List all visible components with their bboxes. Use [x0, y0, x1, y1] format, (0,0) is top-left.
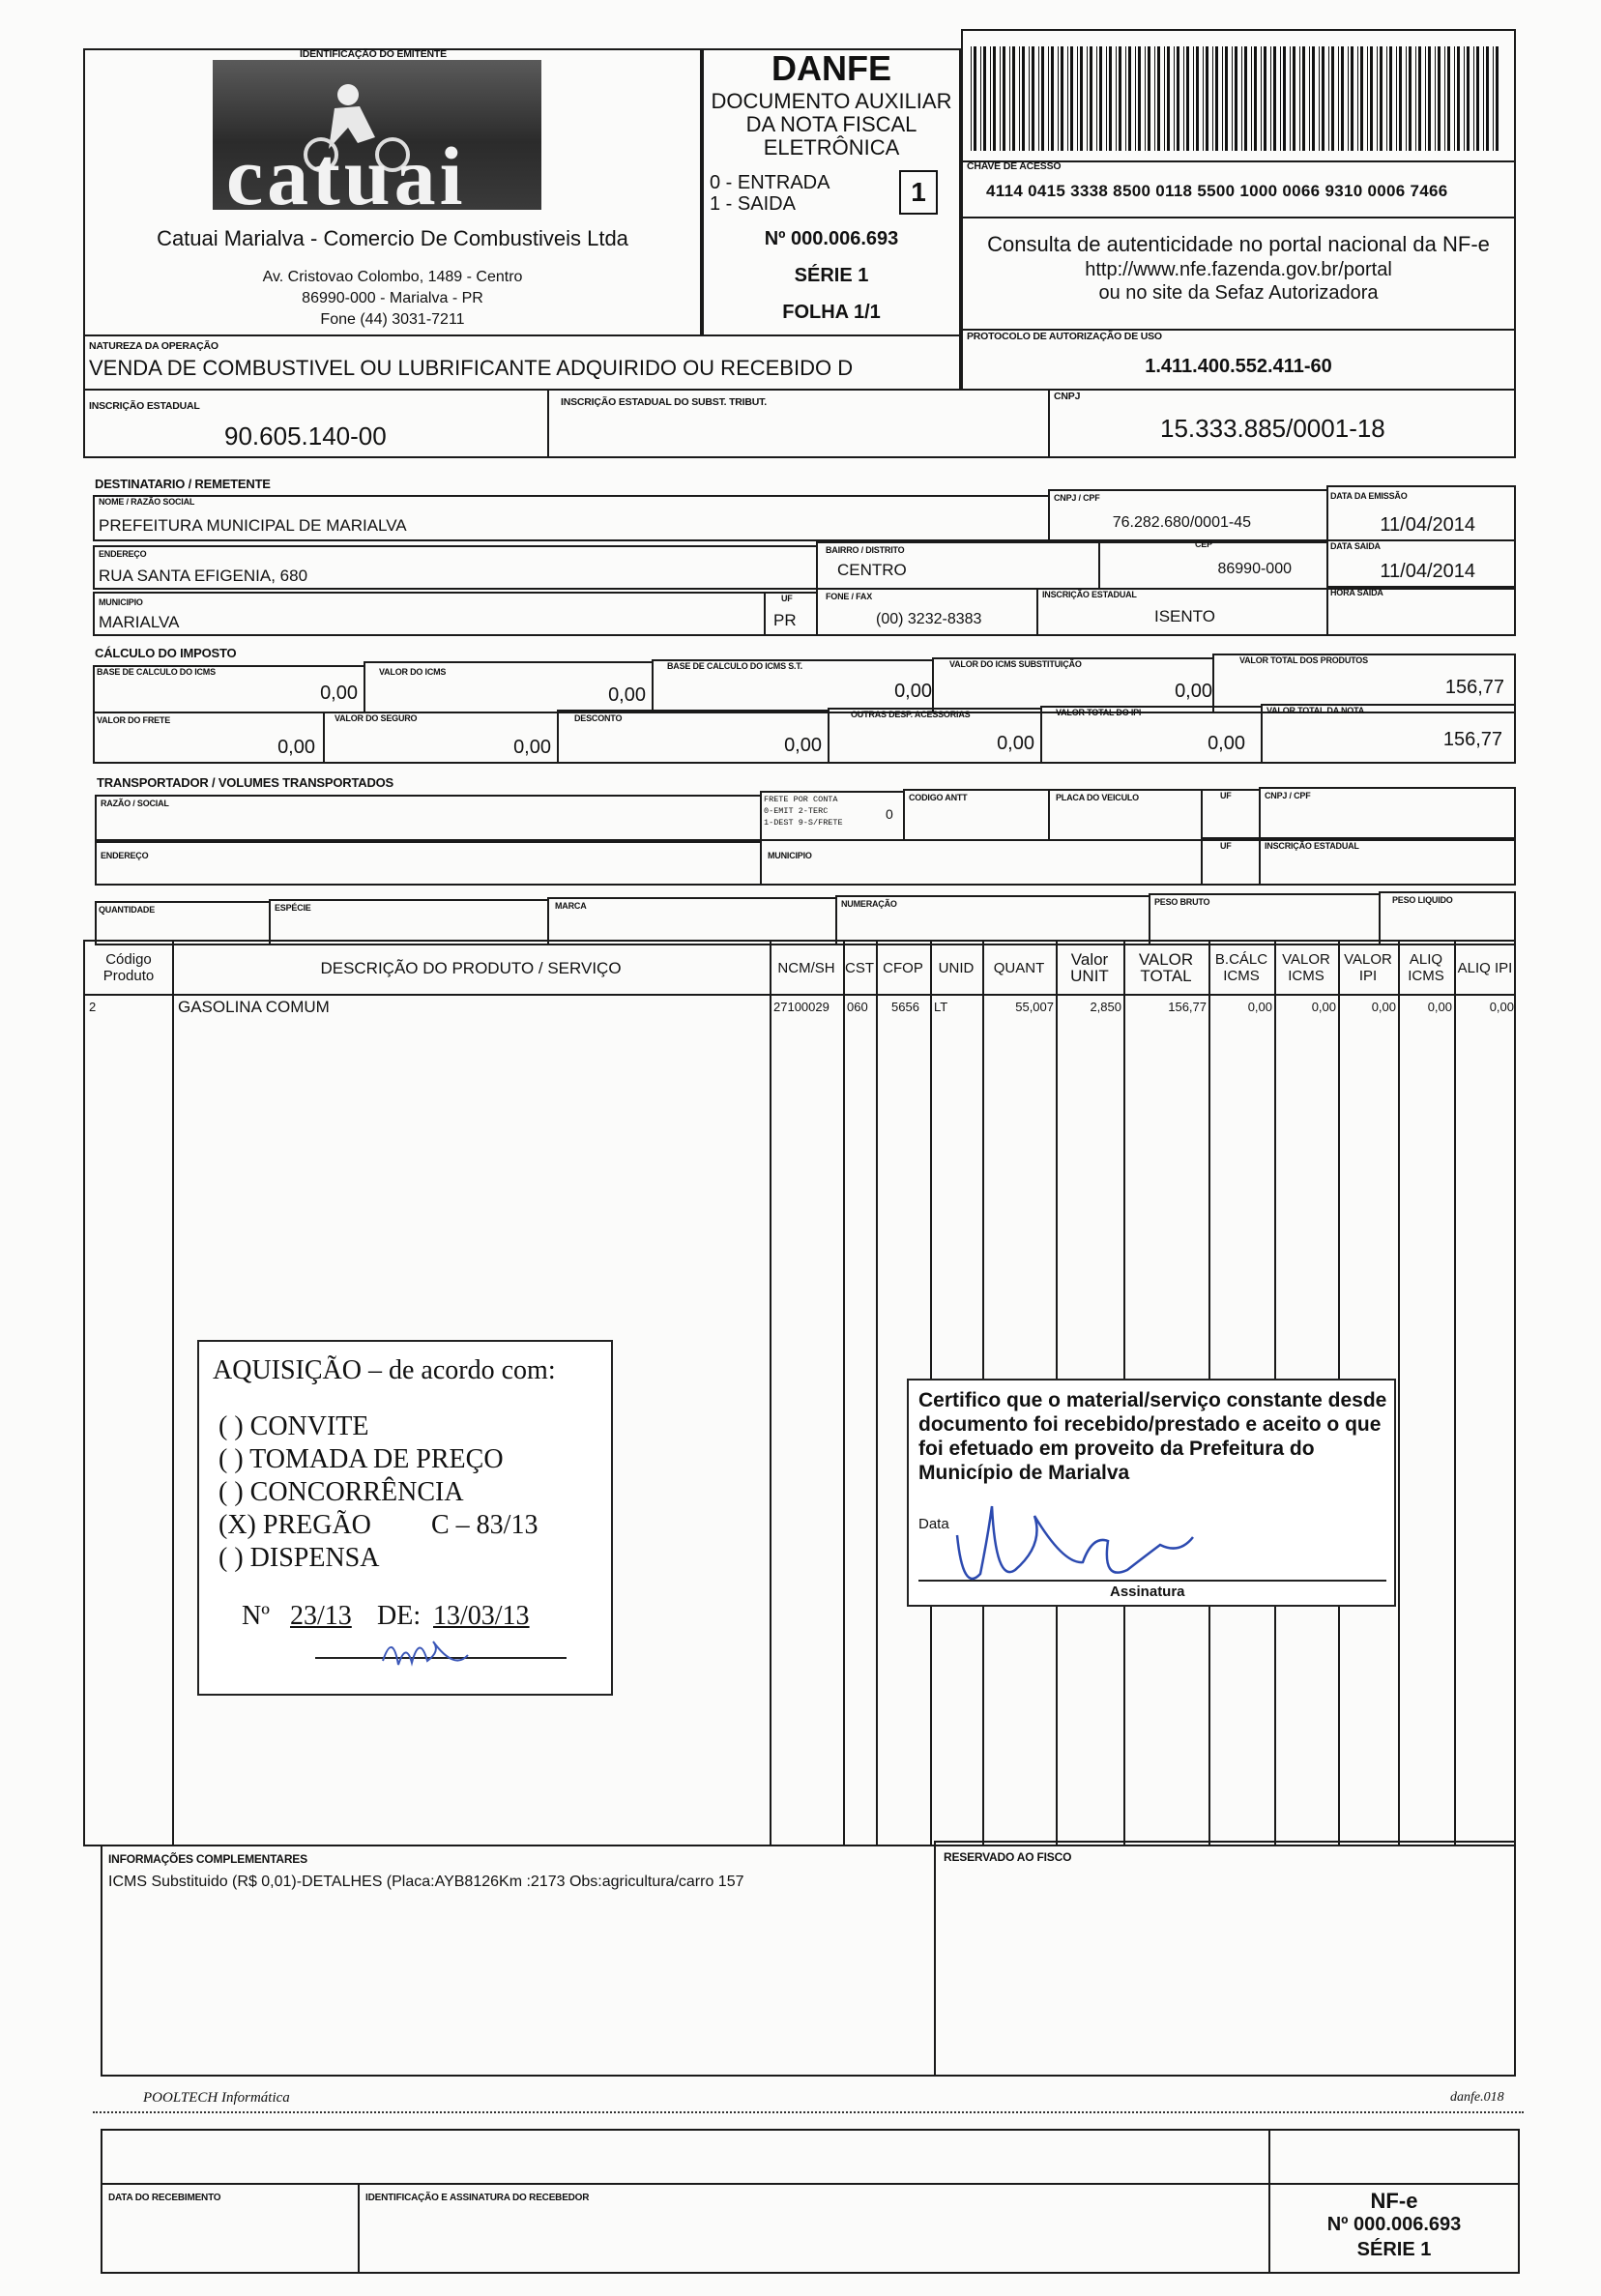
cnpj-value: 15.333.885/0001-18: [1160, 414, 1385, 443]
transp-placa-label: PLACA DO VEICULO: [1056, 793, 1139, 802]
dest-uf: PR: [773, 611, 797, 629]
danfe-saida: 1 - SAIDA: [710, 193, 796, 215]
transp-razao-label: RAZÃO / SOCIAL: [101, 799, 169, 808]
transp-numeracao-label: NUMERAÇÃO: [841, 899, 897, 909]
ipi-label: VALOR TOTAL DO IPI: [1056, 708, 1142, 717]
total-produtos: 156,77: [1444, 677, 1504, 698]
table-row-valor-icms: 0,00: [1311, 1000, 1336, 1014]
frete-label: VALOR DO FRETE: [97, 715, 171, 725]
table-row-cfop: 5656: [891, 1000, 919, 1014]
canhoto-divider: [101, 2183, 1520, 2185]
fisco-label: RESERVADO AO FISCO: [944, 1850, 1072, 1864]
certifico-text: Certifico que o material/serviço constante desde documento foi recebido/prestado e aceito o que foi efetuado em proveito da Prefeitura do Município de Marialva: [918, 1389, 1387, 1484]
protocolo-label: PROTOCOLO DE AUTORIZAÇÃO DE USO: [967, 331, 1162, 342]
certifico-stamp: [907, 1379, 1396, 1607]
dest-fone: (00) 3232-8383: [876, 611, 982, 627]
footer-code: danfe.018: [1450, 2090, 1504, 2105]
stamp-de-value: 13/03/13: [433, 1601, 530, 1631]
stamp-pregao-code: C – 83/13: [431, 1510, 539, 1540]
table-row-cst: 060: [847, 1000, 868, 1014]
aquisicao-stamp: [197, 1340, 613, 1696]
cnpj-label: CNPJ: [1054, 391, 1081, 402]
transp-marca-box: [547, 897, 837, 945]
table-row-valor-total: 156,77: [1168, 1000, 1207, 1014]
th-unid: UNID: [938, 959, 975, 976]
initials-signature-icon: [373, 1622, 509, 1680]
canhoto-ident-label: IDENTIFICAÇÃO E ASSINATURA DO RECEBEDOR: [365, 2193, 590, 2203]
dest-fone-label: FONE / FAX: [826, 592, 873, 601]
canhoto-nfe: NF-e: [1370, 2189, 1418, 2213]
danfe-entrada: 0 - ENTRADA: [710, 172, 830, 193]
chave-value: 4114 0415 3338 8500 0118 5500 1000 0066 9310 0006 7466: [986, 182, 1448, 200]
total-nota-label: VALOR TOTAL DA NOTA: [1266, 706, 1365, 715]
danfe-subtitle-1: DOCUMENTO AUXILIAR: [711, 89, 952, 113]
ipi: 0,00: [1208, 733, 1245, 754]
canhoto-serie: SÉRIE 1: [1356, 2239, 1432, 2260]
subst-label: INSCRIÇÃO ESTADUAL DO SUBST. TRIBUT.: [561, 396, 767, 408]
stamp-num-value: 23/13: [290, 1601, 352, 1631]
transp-uf2-label: UF: [1220, 841, 1232, 851]
table-row-quant: 55,007: [1015, 1000, 1054, 1014]
transporte-section-label: TRANSPORTADOR / VOLUMES TRANSPORTADOS: [97, 775, 394, 790]
transp-frete-1: FRETE POR CONTA: [764, 795, 838, 804]
stamp-de-label: DE:: [377, 1601, 422, 1631]
dest-bairro: CENTRO: [837, 561, 907, 579]
table-row-ncm: 27100029: [773, 1000, 830, 1014]
dest-endereco: RUA SANTA EFIGENIA, 680: [99, 567, 308, 585]
danfe-title: DANFE: [771, 48, 891, 88]
info-value: ICMS Substituido (R$ 0,01)-DETALHES (Placa:AYB8126Km :2173 Obs:agricultura/carro 157: [108, 1874, 744, 1890]
inscricao-label: INSCRIÇÃO ESTADUAL: [89, 400, 200, 412]
emitente-address-1: Av. Cristovao Colombo, 1489 - Centro: [262, 269, 523, 285]
transp-marca-label: MARCA: [555, 901, 587, 911]
outras-label: OUTRAS DESP. ACESSORIAS: [851, 710, 971, 719]
table-row-valor-unit: 2,850: [1090, 1000, 1121, 1014]
th-aliq-icms: ALIQ ICMS: [1408, 951, 1444, 984]
danfe-numero: Nº 000.006.693: [764, 228, 899, 249]
consulta-line-3: ou no site da Sefaz Autorizadora: [1098, 282, 1379, 304]
col-div: [1398, 940, 1400, 1846]
dest-emissao: 11/04/2014: [1380, 514, 1475, 536]
dest-hora-label: HORA SAIDA: [1330, 588, 1383, 597]
table-row-unid: LT: [934, 1000, 948, 1014]
destinatario-section-label: DESTINATARIO / REMETENTE: [95, 477, 271, 491]
dest-municipio-box: [93, 592, 766, 636]
produtos-header-divider: [83, 994, 1516, 996]
imposto-section-label: CÁLCULO DO IMPOSTO: [95, 646, 237, 660]
th-cst: CST: [845, 959, 874, 976]
desconto: 0,00: [784, 735, 822, 756]
danfe-subtitle-2: DA NOTA FISCAL: [745, 112, 917, 136]
certifico-data-label: Data: [918, 1516, 949, 1532]
transp-uf-label: UF: [1220, 791, 1232, 800]
th-valor-ipi: VALOR IPI: [1344, 951, 1392, 984]
dest-uf-label: UF: [781, 594, 793, 603]
col-div: [1454, 940, 1456, 1846]
transp-endereco-label: ENDEREÇO: [101, 851, 149, 860]
transp-cnpj-label: CNPJ / CPF: [1265, 791, 1311, 800]
seguro-label: VALOR DO SEGURO: [335, 713, 418, 723]
stamp-opt-concorrencia: ( ) CONCORRÊNCIA: [218, 1477, 464, 1507]
transp-frete-3: 1-DEST 9-S/FRETE: [764, 818, 843, 828]
barcode-icon: [971, 46, 1506, 151]
dest-municipio-label: MUNICIPIO: [99, 597, 143, 607]
transp-razao-box: [95, 795, 762, 841]
th-cfop: CFOP: [883, 959, 923, 976]
dest-nome: PREFEITURA MUNICIPAL DE MARIALVA: [99, 516, 407, 535]
col-div: [843, 940, 845, 1846]
th-valor-unit: Valor UNIT: [1070, 950, 1109, 985]
danfe-subtitle-3: ELETRÔNICA: [763, 135, 900, 160]
natureza-value: VENDA DE COMBUSTIVEL OU LUBRIFICANTE ADQUIRIDO OU RECEBIDO D: [89, 356, 854, 380]
base-icms: 0,00: [320, 683, 358, 704]
dest-cnpj: 76.282.680/0001-45: [1112, 514, 1251, 531]
table-row-bcalc-icms: 0,00: [1247, 1000, 1272, 1014]
chave-label: CHAVE DE ACESSO: [967, 160, 1062, 172]
valor-st: 0,00: [1175, 681, 1212, 702]
danfe-tipo: 1: [899, 170, 938, 215]
table-row-valor-ipi: 0,00: [1371, 1000, 1396, 1014]
logo-text: catuai: [226, 130, 467, 210]
info-label: INFORMAÇÕES COMPLEMENTARES: [108, 1852, 307, 1866]
stamp-opt-convite: ( ) CONVITE: [218, 1411, 369, 1441]
base-st-label: BASE DE CALCULO DO ICMS S.T.: [667, 661, 802, 671]
th-codigo: Código Produto: [102, 951, 155, 984]
transp-frete-2: 0-EMIT 2-TERC: [764, 806, 829, 816]
th-descricao: DESCRIÇÃO DO PRODUTO / SERVIÇO: [320, 958, 622, 977]
dest-cep: 86990-000: [1217, 561, 1292, 577]
th-aliq-ipi: ALIQ IPI: [1457, 959, 1513, 976]
emitente-name: Catuai Marialva - Comercio De Combustiveis Ltda: [157, 226, 628, 250]
stamp-opt-dispensa: ( ) DISPENSA: [218, 1543, 380, 1573]
transp-antt-label: CODIGO ANTT: [909, 793, 968, 802]
dest-saida: 11/04/2014: [1380, 561, 1475, 582]
base-icms-label: BASE DE CALCULO DO ICMS: [97, 667, 216, 677]
dest-ie-label: INSCRIÇÃO ESTADUAL: [1042, 590, 1137, 599]
outras: 0,00: [997, 733, 1034, 754]
base-st: 0,00: [894, 681, 932, 702]
frete: 0,00: [277, 737, 315, 758]
dest-ie: ISENTO: [1154, 607, 1215, 625]
dest-emissao-label: DATA DA EMISSÃO: [1330, 491, 1408, 501]
transp-especie-label: ESPÉCIE: [275, 903, 311, 913]
danfe-folha: FOLHA 1/1: [782, 302, 881, 323]
footer-brand: POOLTECH Informática: [143, 2090, 290, 2106]
col-div: [770, 940, 771, 1846]
dest-cnpj-label: CNPJ / CPF: [1054, 493, 1100, 503]
signature-icon: [938, 1477, 1228, 1603]
stamp-opt-pregao: (X) PREGÃO: [218, 1510, 371, 1540]
transp-quantidade-label: QUANTIDADE: [99, 905, 155, 915]
canhoto-data-label: DATA DO RECEBIMENTO: [108, 2193, 221, 2203]
th-ncm: NCM/SH: [777, 959, 835, 976]
transp-frete-value: 0: [886, 806, 893, 822]
certifico-assinatura-label: Assinatura: [1110, 1584, 1185, 1600]
transp-peso-bruto-label: PESO BRUTO: [1154, 897, 1210, 907]
danfe-serie: SÉRIE 1: [794, 265, 869, 286]
stamp-title: AQUISIÇÃO – de acordo com:: [213, 1355, 556, 1385]
company-logo: [213, 60, 541, 210]
dest-bairro-label: BAIRRO / DISTRITO: [826, 545, 905, 555]
dest-saida-label: DATA SAIDA: [1330, 541, 1381, 551]
canhoto-numero: Nº 000.006.693: [1326, 2214, 1462, 2235]
table-row-aliq-icms: 0,00: [1427, 1000, 1452, 1014]
canhoto-col-1: [358, 2183, 360, 2274]
transp-municipio-box: [760, 839, 1203, 886]
valor-icms: 0,00: [608, 684, 646, 706]
dest-nome-label: NOME / RAZÃO SOCIAL: [99, 497, 195, 507]
stamp-num-label: Nº: [242, 1601, 270, 1631]
consulta-line-1: Consulta de autenticidade no portal nacional da NF-e: [987, 232, 1490, 256]
emitente-address-2: 86990-000 - Marialva - PR: [302, 290, 483, 306]
seguro: 0,00: [513, 737, 551, 758]
table-row-aliq-ipi: 0,00: [1489, 1000, 1514, 1014]
total-produtos-label: VALOR TOTAL DOS PRODUTOS: [1239, 655, 1368, 665]
emitente-label: IDENTIFICAÇÃO DO EMITENTE: [300, 48, 447, 60]
col-div: [876, 940, 878, 1846]
dest-endereco-label: ENDEREÇO: [99, 549, 147, 559]
th-valor-total: VALOR TOTAL: [1138, 950, 1194, 985]
transp-ie-label: INSCRIÇÃO ESTADUAL: [1265, 841, 1359, 851]
valor-icms-label: VALOR DO ICMS: [379, 667, 447, 677]
consulta-line-2: http://www.nfe.fazenda.gov.br/portal: [1085, 259, 1392, 280]
protocolo-value: 1.411.400.552.411-60: [1145, 356, 1332, 377]
transp-endereco-box: [95, 841, 762, 886]
col-div: [172, 940, 174, 1846]
fisco-box: [934, 1841, 1516, 2077]
dest-municipio: MARIALVA: [99, 613, 180, 631]
table-row-descricao: GASOLINA COMUM: [178, 998, 330, 1016]
table-row-codigo: 2: [89, 1000, 97, 1014]
transp-municipio-label: MUNICIPIO: [768, 851, 812, 860]
total-nota: 156,77: [1442, 729, 1502, 750]
emitente-phone: Fone (44) 3031-7211: [320, 311, 465, 328]
valor-st-label: VALOR DO ICMS SUBSTITUIÇÃO: [949, 659, 1082, 669]
stamp-opt-tomada: ( ) TOMADA DE PREÇO: [218, 1444, 504, 1474]
dest-cep-label: CEP: [1195, 539, 1212, 549]
cut-line: [93, 2111, 1524, 2113]
transp-peso-liquido-label: PESO LIQUIDO: [1392, 895, 1453, 905]
desconto-label: DESCONTO: [574, 713, 623, 723]
inscricao-value: 90.605.140-00: [224, 421, 387, 450]
th-bcalc-icms: B.CÁLC ICMS: [1214, 951, 1268, 984]
th-quant: QUANT: [993, 959, 1045, 976]
natureza-label: NATUREZA DA OPERAÇÃO: [89, 340, 218, 352]
th-valor-icms: VALOR ICMS: [1282, 951, 1330, 984]
